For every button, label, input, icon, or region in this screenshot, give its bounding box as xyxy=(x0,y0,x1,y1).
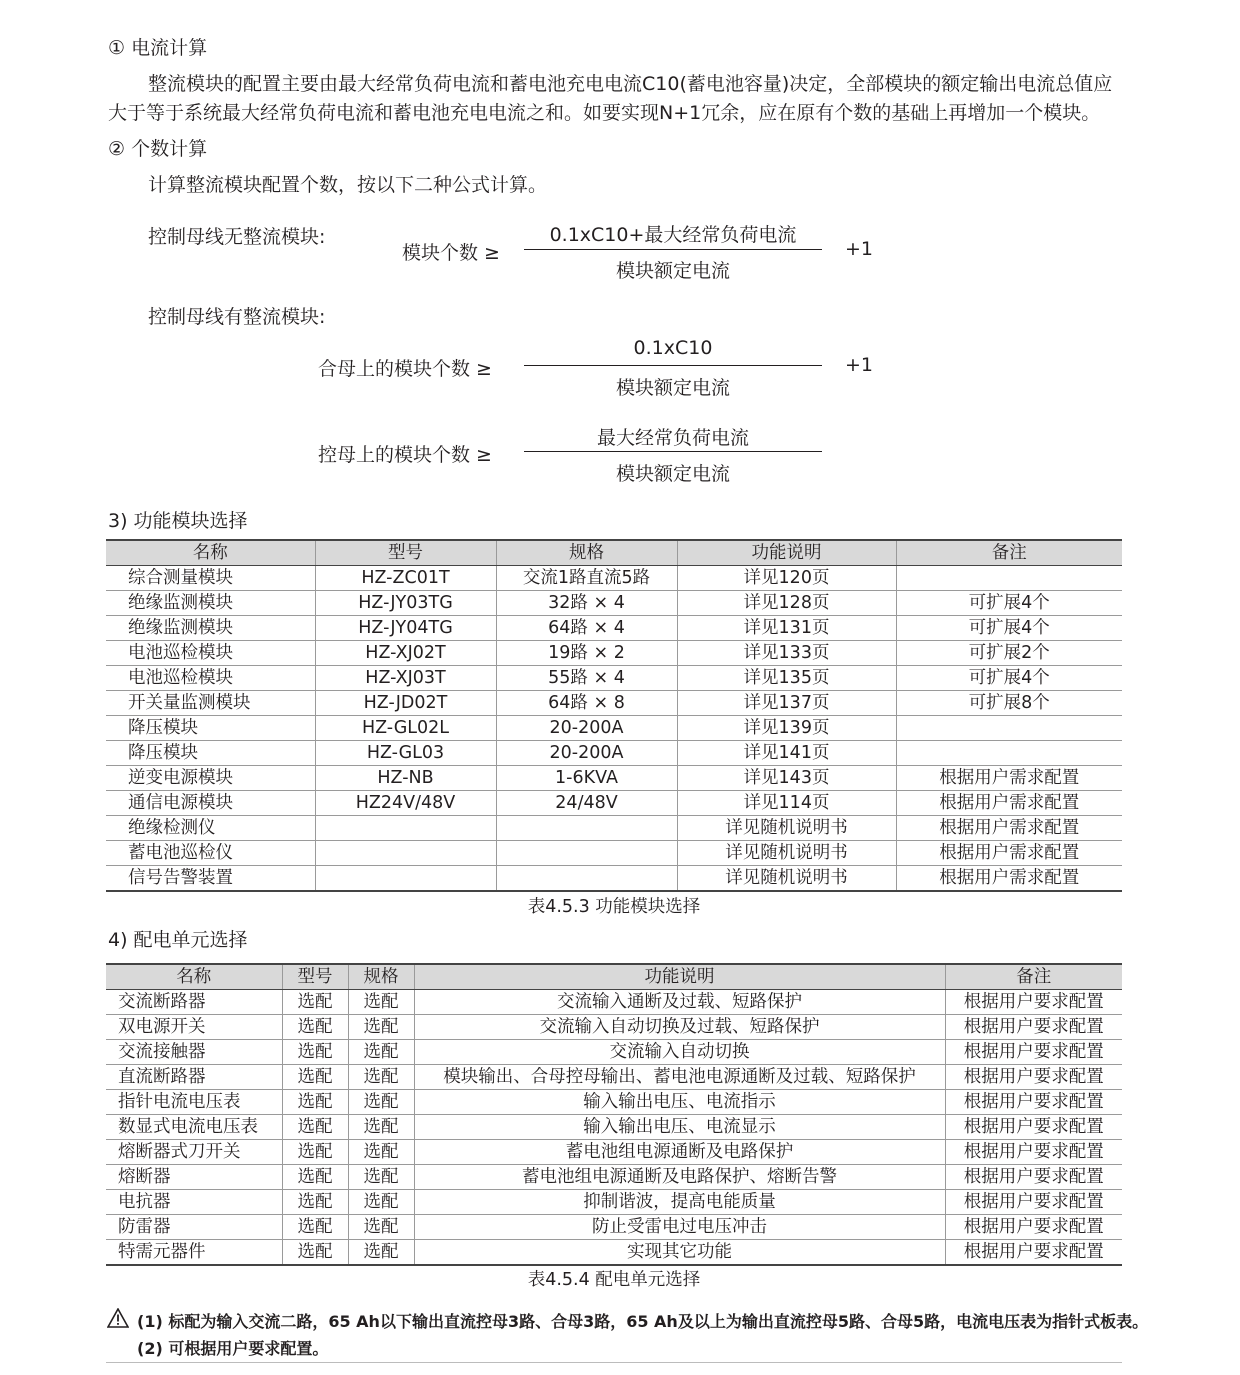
table-cell: 根据用户需求配置 xyxy=(896,816,1122,841)
table-cell: 可扩展4个 xyxy=(896,616,1122,641)
formula-plus-one: +1 xyxy=(845,354,874,376)
table-cell: 蓄电池组电源通断及电路保护、熔断告警 xyxy=(414,1165,945,1190)
table-cell: 20-200A xyxy=(496,741,677,766)
table-cell: 交流断路器 xyxy=(106,990,282,1015)
table-cell: 信号告警装置 xyxy=(106,866,315,892)
table-cell: 根据用户要求配置 xyxy=(945,1015,1122,1040)
table-cell: 选配 xyxy=(282,1065,348,1090)
table-cell: 蓄电池组电源通断及电路保护 xyxy=(414,1140,945,1165)
table-cell: 蓄电池巡检仪 xyxy=(106,841,315,866)
table2-caption: 表4.5.4 配电单元选择 xyxy=(527,1270,701,1290)
table-cell: 电池巡检模块 xyxy=(106,641,315,666)
table-row xyxy=(106,1215,1122,1240)
table-cell: 选配 xyxy=(282,1240,348,1266)
table-cell: 20-200A xyxy=(496,716,677,741)
table-cell xyxy=(315,816,496,841)
table-cell: 选配 xyxy=(282,990,348,1015)
column-header: 名称 xyxy=(106,964,282,990)
table-row xyxy=(106,641,1122,666)
table-cell: 模块输出、合母控母输出、蓄电池电源通断及过载、短路保护 xyxy=(414,1065,945,1090)
table-cell: 熔断器 xyxy=(106,1165,282,1190)
table-cell: 选配 xyxy=(282,1115,348,1140)
formula-label: 控制母线无整流模块: xyxy=(148,226,326,248)
table-cell: 输入输出电压、电流指示 xyxy=(414,1090,945,1115)
table-row xyxy=(106,591,1122,616)
table-cell: 特需元器件 xyxy=(106,1240,282,1266)
table-row xyxy=(106,1040,1122,1065)
table-cell: 绝缘监测模块 xyxy=(106,616,315,641)
table-cell: HZ-GL03 xyxy=(315,741,496,766)
table-cell: HZ24V/48V xyxy=(315,791,496,816)
table-cell: 开关量监测模块 xyxy=(106,691,315,716)
fraction-bar xyxy=(524,365,822,366)
column-header: 功能说明 xyxy=(677,540,896,566)
table-row xyxy=(106,1015,1122,1040)
table-row xyxy=(106,716,1122,741)
column-header: 型号 xyxy=(282,964,348,990)
table-cell: 熔断器式刀开关 xyxy=(106,1140,282,1165)
table-cell: 详见143页 xyxy=(677,766,896,791)
table-cell: 绝缘监测模块 xyxy=(106,591,315,616)
table-cell: 选配 xyxy=(282,1215,348,1240)
section-heading-count: ② 个数计算 xyxy=(108,138,208,160)
table-row xyxy=(106,1190,1122,1215)
table-cell: 选配 xyxy=(348,1165,414,1190)
table-cell: 选配 xyxy=(348,990,414,1015)
table-row xyxy=(106,741,1122,766)
table-cell: 详见139页 xyxy=(677,716,896,741)
table-cell: 根据用户要求配置 xyxy=(945,1040,1122,1065)
table-cell: 1-6KVA xyxy=(496,766,677,791)
table-cell xyxy=(496,841,677,866)
table-cell xyxy=(315,841,496,866)
table-row xyxy=(106,691,1122,716)
formula-numerator: 0.1xC10 xyxy=(633,337,713,359)
table-cell: 指针电流电压表 xyxy=(106,1090,282,1115)
table-cell: 综合测量模块 xyxy=(106,566,315,591)
table-row xyxy=(106,666,1122,691)
table-cell: 64路 × 4 xyxy=(496,616,677,641)
column-header: 规格 xyxy=(348,964,414,990)
table-row xyxy=(106,1065,1122,1090)
table-row xyxy=(106,1115,1122,1140)
table-cell: 根据用户需求配置 xyxy=(896,791,1122,816)
table-row xyxy=(106,1240,1122,1266)
table-cell: 可扩展4个 xyxy=(896,666,1122,691)
table-cell: 详见128页 xyxy=(677,591,896,616)
formula-denominator: 模块额定电流 xyxy=(615,463,730,485)
formula-lhs: 模块个数 ≥ xyxy=(402,242,500,264)
table-cell: 根据用户需求配置 xyxy=(896,841,1122,866)
table-cell: 详见137页 xyxy=(677,691,896,716)
table-cell: 降压模块 xyxy=(106,741,315,766)
formula-numerator: 最大经常负荷电流 xyxy=(596,427,749,449)
table-cell: 详见随机说明书 xyxy=(677,866,896,892)
table-cell: 根据用户要求配置 xyxy=(945,990,1122,1015)
table-cell: 交流输入自动切换 xyxy=(414,1040,945,1065)
table-cell: 选配 xyxy=(348,1240,414,1266)
table-cell: 交流输入自动切换及过载、短路保护 xyxy=(414,1015,945,1040)
table-cell: HZ-JD02T xyxy=(315,691,496,716)
table-cell: HZ-NB xyxy=(315,766,496,791)
fraction-bar xyxy=(524,451,822,452)
table-cell: 32路 × 4 xyxy=(496,591,677,616)
paragraph-line: 整流模块的配置主要由最大经常负荷电流和蓄电池充电电流C10(蓄电池容量)决定，全部模块的额定输出电流总值应 xyxy=(148,73,1113,95)
table-cell: 选配 xyxy=(282,1190,348,1215)
table-row xyxy=(106,791,1122,816)
table-cell: HZ-ZC01T xyxy=(315,566,496,591)
table-cell: 可扩展8个 xyxy=(896,691,1122,716)
table-cell: 选配 xyxy=(348,1065,414,1090)
table-cell: 可扩展2个 xyxy=(896,641,1122,666)
table-row xyxy=(106,990,1122,1015)
table-cell: 根据用户要求配置 xyxy=(945,1215,1122,1240)
paragraph-line: 大于等于系统最大经常负荷电流和蓄电池充电电流之和。如要实现N+1冗余，应在原有个数的基础上再增加一个模块。 xyxy=(108,102,1101,124)
table-cell: 详见141页 xyxy=(677,741,896,766)
table-cell: 55路 × 4 xyxy=(496,666,677,691)
table-cell xyxy=(896,566,1122,591)
formula-numerator: 0.1xC10+最大经常负荷电流 xyxy=(549,224,797,246)
table-cell: 交流接触器 xyxy=(106,1040,282,1065)
table-cell: 24/48V xyxy=(496,791,677,816)
table-cell: 根据用户要求配置 xyxy=(945,1115,1122,1140)
table-row xyxy=(106,766,1122,791)
table-cell: 根据用户要求配置 xyxy=(945,1190,1122,1215)
table-cell: 可扩展4个 xyxy=(896,591,1122,616)
table-cell: 详见114页 xyxy=(677,791,896,816)
table-cell: 详见随机说明书 xyxy=(677,841,896,866)
column-header: 功能说明 xyxy=(414,964,945,990)
table-cell: 选配 xyxy=(348,1190,414,1215)
table-cell: 64路 × 8 xyxy=(496,691,677,716)
table-cell: 选配 xyxy=(282,1040,348,1065)
table-cell: 交流输入通断及过载、短路保护 xyxy=(414,990,945,1015)
table-cell: 交流1路直流5路 xyxy=(496,566,677,591)
table-row xyxy=(106,566,1122,591)
table-row xyxy=(106,1165,1122,1190)
intro-text: 计算整流模块配置个数，按以下二种公式计算。 xyxy=(148,174,548,196)
table-row xyxy=(106,816,1122,841)
table-cell: 详见135页 xyxy=(677,666,896,691)
table-cell: 根据用户要求配置 xyxy=(945,1140,1122,1165)
table1-caption: 表4.5.3 功能模块选择 xyxy=(527,897,701,917)
table-row xyxy=(106,1090,1122,1115)
table-cell: 直流断路器 xyxy=(106,1065,282,1090)
table-cell xyxy=(496,866,677,892)
table-cell xyxy=(315,866,496,892)
table-cell: 双电源开关 xyxy=(106,1015,282,1040)
table-cell: 实现其它功能 xyxy=(414,1240,945,1266)
formula-lhs: 合母上的模块个数 ≥ xyxy=(318,358,492,380)
warning-icon xyxy=(107,1308,129,1328)
column-header: 备注 xyxy=(896,540,1122,566)
table-cell: 绝缘检测仪 xyxy=(106,816,315,841)
table-cell: 通信电源模块 xyxy=(106,791,315,816)
table-cell: 电抗器 xyxy=(106,1190,282,1215)
table2-heading: 4) 配电单元选择 xyxy=(108,929,248,951)
column-header: 名称 xyxy=(106,540,315,566)
table-cell: 详见133页 xyxy=(677,641,896,666)
formula-lhs: 控母上的模块个数 ≥ xyxy=(318,444,492,466)
table1-heading: 3) 功能模块选择 xyxy=(108,510,248,532)
formula-label: 控制母线有整流模块: xyxy=(148,306,326,328)
table-cell: 降压模块 xyxy=(106,716,315,741)
table-cell: 数显式电流电压表 xyxy=(106,1115,282,1140)
table-cell: 根据用户要求配置 xyxy=(945,1240,1122,1266)
table-cell: 选配 xyxy=(348,1040,414,1065)
table-cell: 电池巡检模块 xyxy=(106,666,315,691)
table-cell: 抑制谐波，提高电能质量 xyxy=(414,1190,945,1215)
table-cell: 选配 xyxy=(348,1115,414,1140)
table-cell: 逆变电源模块 xyxy=(106,766,315,791)
column-header: 备注 xyxy=(945,964,1122,990)
formula-denominator: 模块额定电流 xyxy=(615,377,730,399)
fraction-bar xyxy=(524,249,822,250)
table-cell xyxy=(896,716,1122,741)
column-header: 型号 xyxy=(315,540,496,566)
table-cell: 详见120页 xyxy=(677,566,896,591)
table-cell: 选配 xyxy=(282,1090,348,1115)
bottom-divider xyxy=(106,1362,1122,1363)
table-row xyxy=(106,841,1122,866)
function-module-table xyxy=(106,539,1122,892)
table-cell: 根据用户要求配置 xyxy=(945,1065,1122,1090)
table-cell: 防雷器 xyxy=(106,1215,282,1240)
distribution-unit-table xyxy=(106,963,1122,1266)
table-row xyxy=(106,1140,1122,1165)
table-cell: 选配 xyxy=(282,1015,348,1040)
table-cell: 详见随机说明书 xyxy=(677,816,896,841)
table-cell: HZ-XJ02T xyxy=(315,641,496,666)
table-cell: 选配 xyxy=(282,1140,348,1165)
table-cell: 选配 xyxy=(348,1215,414,1240)
table-cell: 选配 xyxy=(348,1015,414,1040)
table-cell: 防止受雷电过电压冲击 xyxy=(414,1215,945,1240)
table-cell: 详见131页 xyxy=(677,616,896,641)
table-cell: 19路 × 2 xyxy=(496,641,677,666)
table-cell: 根据用户要求配置 xyxy=(945,1165,1122,1190)
column-header: 规格 xyxy=(496,540,677,566)
note-line: (2) 可根据用户要求配置。 xyxy=(137,1339,329,1358)
formula-plus-one: +1 xyxy=(845,238,874,260)
table-cell: HZ-XJ03T xyxy=(315,666,496,691)
table-cell xyxy=(496,816,677,841)
table-cell: 选配 xyxy=(348,1090,414,1115)
table-cell xyxy=(896,741,1122,766)
table-cell: HZ-JY03TG xyxy=(315,591,496,616)
table-cell: 根据用户要求配置 xyxy=(945,1090,1122,1115)
table-cell: 选配 xyxy=(282,1165,348,1190)
table-cell: 选配 xyxy=(348,1140,414,1165)
table-row xyxy=(106,616,1122,641)
table-cell: 根据用户需求配置 xyxy=(896,766,1122,791)
section-heading-current: ① 电流计算 xyxy=(108,37,208,59)
table-cell: 输入输出电压、电流显示 xyxy=(414,1115,945,1140)
table-row xyxy=(106,866,1122,892)
table-cell: 根据用户需求配置 xyxy=(896,866,1122,892)
formula-denominator: 模块额定电流 xyxy=(615,260,730,282)
note-line: (1) 标配为输入交流二路，65 Ah以下输出直流控母3路、合母3路，65 Ah及以上为输出直流控母5路、合母5路，电流电压表为指针式板表。 xyxy=(137,1312,1149,1331)
table-cell: HZ-JY04TG xyxy=(315,616,496,641)
table-cell: HZ-GL02L xyxy=(315,716,496,741)
